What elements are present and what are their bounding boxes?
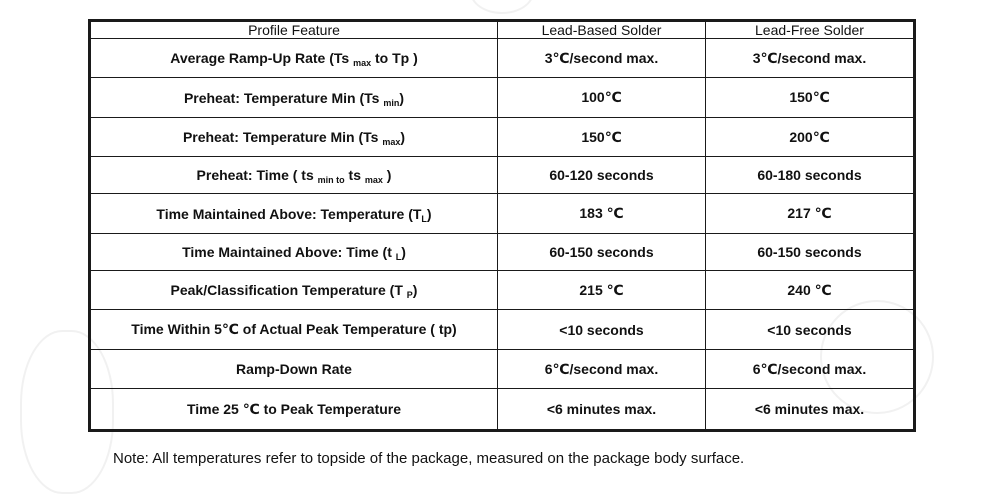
feature-text: ) (412, 282, 418, 299)
lead-free-value: 60-150 seconds (706, 233, 915, 270)
feature-subscript: L (421, 213, 427, 224)
table-row (90, 389, 915, 431)
table-note: Note: All temperatures refer to topside of the package, measured on the package body surface. (113, 450, 745, 467)
feature-text: Peak/Classification Temperature (T (170, 282, 407, 299)
feature-subscript: max (353, 58, 372, 69)
feature-text: Average Ramp-Up Rate (Ts (170, 50, 354, 67)
profile-feature-cell (90, 310, 498, 349)
profile-feature-cell (90, 233, 498, 270)
table-row (90, 157, 915, 194)
table-row (90, 194, 915, 233)
header-lead-free-solder: Lead-Free Solder (706, 21, 915, 39)
lead-based-value: <10 seconds (498, 310, 706, 349)
lead-based-value: 150℃ (498, 117, 706, 156)
table-header-row (90, 21, 915, 39)
feature-text: ts (344, 167, 365, 184)
table-row (90, 271, 915, 310)
feature-subscript: min to (317, 175, 345, 186)
profile-feature-cell (90, 349, 498, 388)
lead-based-value: 215 ℃ (498, 271, 706, 310)
lead-free-value: 60-180 seconds (706, 157, 915, 194)
header-lead-based-solder: Lead-Based Solder (498, 21, 706, 39)
profile-feature-cell (90, 271, 498, 310)
feature-subscript: min (383, 97, 400, 108)
reflow-profile-table (88, 19, 916, 432)
lead-based-value: 60-150 seconds (498, 233, 706, 270)
lead-based-value: 60-120 seconds (498, 157, 706, 194)
feature-subscript: L (395, 251, 402, 262)
feature-text: Time Maintained Above: Time (t (182, 243, 396, 260)
feature-text: to Tp ) (371, 50, 418, 67)
table-row (90, 78, 915, 117)
feature-text: ) (401, 243, 406, 260)
lead-free-value: 200℃ (706, 117, 915, 156)
feature-text: ) (399, 89, 405, 106)
lead-based-value: <6 minutes max. (498, 389, 706, 431)
lead-free-value: 240 ℃ (706, 271, 915, 310)
feature-text: Time Maintained Above: Temperature (T (156, 205, 422, 222)
table-row (90, 39, 915, 78)
table-row (90, 233, 915, 270)
table-row (90, 310, 915, 349)
lead-free-value: 150℃ (706, 78, 915, 117)
watermark-shape (470, 0, 534, 14)
feature-text: Ramp-Down Rate (236, 361, 352, 378)
lead-based-value: 6℃/second max. (498, 349, 706, 388)
feature-text: ) (400, 129, 406, 146)
lead-based-value: 100℃ (498, 78, 706, 117)
profile-feature-cell (90, 194, 498, 233)
feature-text: Time 25 ℃ to Peak Temperature (186, 400, 402, 417)
table-row (90, 349, 915, 388)
profile-feature-cell (90, 78, 498, 117)
lead-based-value: 183 ℃ (498, 194, 706, 233)
lead-free-value: <10 seconds (706, 310, 915, 349)
feature-text: Time Within 5℃ of Actual Peak Temperature ( tp) (131, 321, 457, 338)
profile-feature-cell (90, 117, 498, 156)
lead-based-value: 3℃/second max. (498, 39, 706, 78)
header-profile-feature: Profile Feature (90, 21, 498, 39)
feature-subscript: P (406, 290, 413, 301)
lead-free-value: 3℃/second max. (706, 39, 915, 78)
profile-feature-cell (90, 39, 498, 78)
table-row (90, 117, 915, 156)
lead-free-value: 6℃/second max. (706, 349, 915, 388)
feature-text: Preheat: Temperature Min (Ts (182, 129, 383, 146)
feature-text: ) (382, 167, 392, 184)
feature-subscript: max (364, 175, 383, 186)
feature-text: Preheat: Temperature Min (Ts (183, 89, 384, 106)
profile-feature-cell (90, 157, 498, 194)
lead-free-value: 217 ℃ (706, 194, 915, 233)
profile-feature-cell (90, 389, 498, 431)
feature-text: Preheat: Time ( ts (196, 167, 318, 184)
feature-subscript: max (382, 137, 401, 148)
feature-text: ) (426, 205, 432, 222)
lead-free-value: <6 minutes max. (706, 389, 915, 431)
